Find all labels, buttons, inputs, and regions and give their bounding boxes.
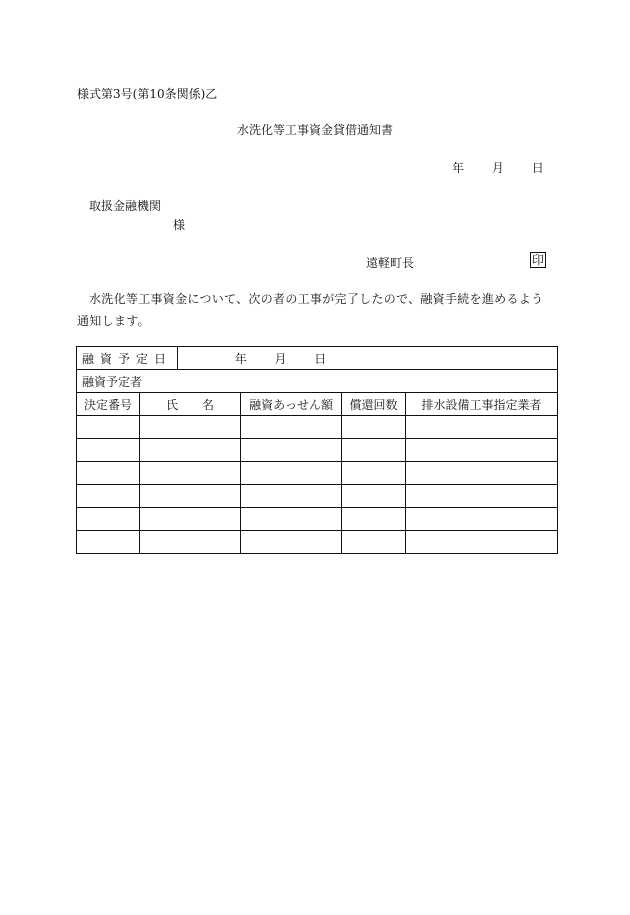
table-cell[interactable] <box>140 531 241 554</box>
planned-persons-label: 融資予定者 <box>77 370 558 393</box>
table-cell[interactable] <box>342 439 406 462</box>
loan-year-label: 年 <box>234 351 247 366</box>
table-row <box>77 485 558 508</box>
table-cell[interactable] <box>140 416 241 439</box>
table-cell[interactable] <box>342 462 406 485</box>
year-label: 年 <box>452 161 465 175</box>
table-row <box>77 508 558 531</box>
table-cell[interactable] <box>342 485 406 508</box>
column-header: 融資あっせん額 <box>241 393 342 416</box>
table-cell[interactable] <box>77 462 140 485</box>
table-cell[interactable] <box>77 416 140 439</box>
loan-table <box>76 346 558 554</box>
table-cell[interactable] <box>241 531 342 554</box>
table-cell[interactable] <box>241 416 342 439</box>
recipient-label: 取扱金融機関 <box>89 199 162 213</box>
recipient-honorific: 様 <box>173 218 186 232</box>
form-number: 様式第3号(第10条関係)乙 <box>77 87 218 101</box>
table-cell[interactable] <box>77 439 140 462</box>
seal-mark: 印 <box>532 253 545 267</box>
table-cell[interactable] <box>77 508 140 531</box>
table-cell[interactable] <box>77 485 140 508</box>
month-label: 月 <box>491 161 504 175</box>
loan-day-label: 日 <box>314 351 327 366</box>
table-cell[interactable] <box>241 485 342 508</box>
table-cell[interactable] <box>406 462 558 485</box>
column-header-row <box>77 393 558 416</box>
table-row <box>77 462 558 485</box>
table-row <box>77 439 558 462</box>
table-cell[interactable] <box>140 462 241 485</box>
table-cell[interactable] <box>140 508 241 531</box>
table-row <box>77 416 558 439</box>
table-cell[interactable] <box>406 531 558 554</box>
table-cell[interactable] <box>342 416 406 439</box>
day-label: 日 <box>531 161 544 175</box>
column-header: 氏 名 <box>140 393 241 416</box>
table-cell[interactable] <box>342 508 406 531</box>
planned-persons-row <box>77 370 558 393</box>
table-cell[interactable] <box>406 485 558 508</box>
issue-date <box>452 159 544 176</box>
table-cell[interactable] <box>140 485 241 508</box>
table-cell[interactable] <box>406 439 558 462</box>
body-text: 水洗化等工事資金について、次の者の工事が完了したので、融資手続を進めるよう通知します。 <box>77 292 544 328</box>
table-cell[interactable] <box>77 531 140 554</box>
table-row <box>77 531 558 554</box>
column-header: 排水設備工事指定業者 <box>406 393 558 416</box>
table-cell[interactable] <box>406 416 558 439</box>
table-cell[interactable] <box>406 508 558 531</box>
issuer-title: 遠軽町長 <box>366 256 415 270</box>
loan-date-row <box>77 347 558 370</box>
document-title: 水洗化等工事資金貸借通知書 <box>236 123 393 137</box>
table-cell[interactable] <box>342 531 406 554</box>
table-cell[interactable] <box>140 439 241 462</box>
column-header: 決定番号 <box>77 393 140 416</box>
loan-date-label: 融資予定日 <box>77 347 178 370</box>
table-cell[interactable] <box>241 462 342 485</box>
table-cell[interactable] <box>241 508 342 531</box>
column-header: 償還回数 <box>342 393 406 416</box>
loan-month-label: 月 <box>274 351 287 366</box>
table-cell[interactable] <box>241 439 342 462</box>
loan-date-field[interactable] <box>178 347 558 370</box>
